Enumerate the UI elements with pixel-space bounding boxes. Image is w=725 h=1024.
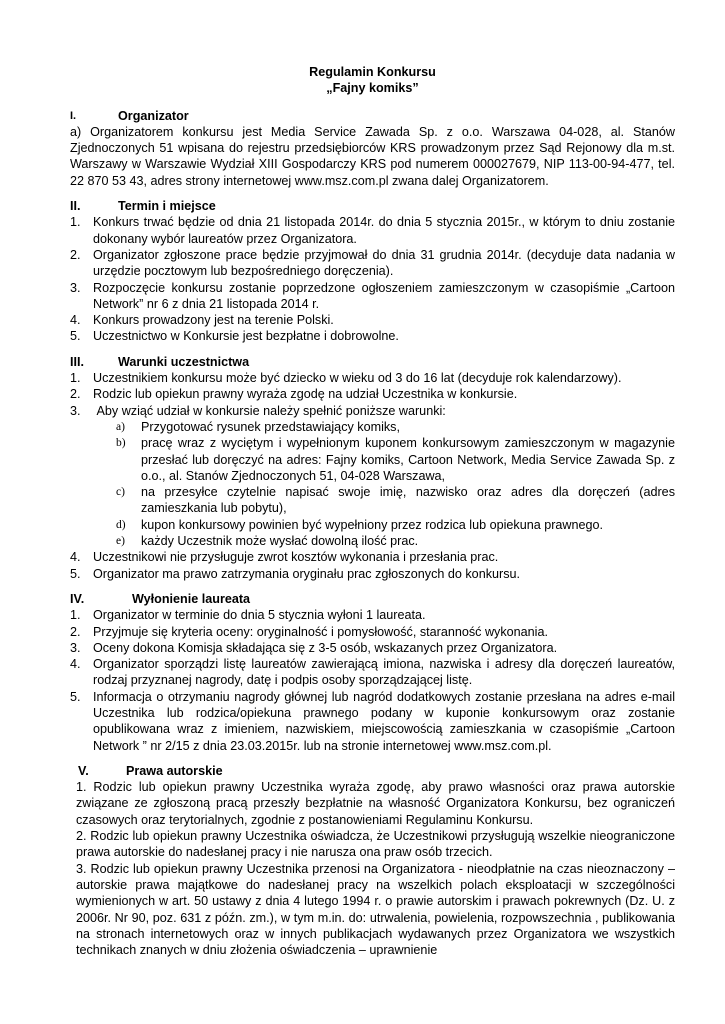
section-title: Wyłonienie laureata [132, 591, 251, 606]
sublist-letter: d) [116, 518, 126, 531]
section-title: Termin i miejsce [118, 199, 216, 214]
sublist-item [116, 533, 675, 549]
list-text: Oceny dokona Komisja składająca się z 3-5 osób, wskazanych przez Organizatora. [93, 640, 558, 655]
list-item [70, 328, 675, 344]
list-number: 2. [70, 247, 81, 262]
sublist-item [116, 517, 675, 533]
document-subtitle: „Fajny komiks” [326, 81, 419, 96]
list-number: 1. [70, 371, 81, 386]
section-heading-winner [70, 591, 675, 607]
sublist-text: Przygotować rysunek przedstawiający komiks, [141, 419, 400, 434]
term-list [70, 214, 675, 344]
sublist-item [116, 484, 675, 517]
list-text: Uczestnikowi nie przysługuje zwrot kosztów wykonania i przesłania prac. [93, 550, 499, 565]
list-number: 2. [70, 624, 81, 639]
copyright-paragraph: 1. Rodzic lub opiekun prawny Uczestnika wyraża zgodę, aby prawo własności oraz prawa autorskie związane ze zgłoszoną pracą przeszły bezpłatnie na własność Organizatora Konkursu, bez ograniczeń czasowych oraz terytorialnych, zgodnie z postanowieniami Regulaminu Konkursu. [76, 780, 675, 827]
list-text: Przyjmuje się kryteria oceny: oryginalność i pomysłowość, staranność wykonania. [93, 624, 548, 639]
list-text: Organizator ma prawo zatrzymania oryginału prac zgłoszonych do konkursu. [93, 566, 520, 581]
list-number: 4. [70, 313, 81, 328]
conditions-list [70, 370, 675, 582]
organizer-paragraph: a) Organizatorem konkursu jest Media Service Zawada Sp. z o.o. Warszawa 04-028, al. Stanów Zjednoczonych 51 wpisana do rejestru przedsiębiorców KRS prowadzonym przez Sąd Rejonowy dla m.st. Warszawy w Warszawie Wydział XIII Gospodarczy KRS pod numerem 000027679, NIP 113-00-94-477, tel. 22 870 53 43, adres strony internetowej www.msz.com.pl zwana dalej Organizatorem. [70, 124, 675, 188]
list-item [70, 312, 675, 328]
sublist-letter: b) [116, 437, 126, 450]
list-number: 4. [70, 550, 81, 565]
section-number: V. [78, 763, 89, 778]
list-text: Informacja o otrzymaniu nagrody głównej lub nagród dodatkowych zostanie przesłana na adres e-mail Uczestnika lub rodzica/opiekuna prawnego podany w kuponie konkursowym oraz zostanie opublikowana wraz z imieniem, nazwiskiem, miejscowością zamieszkania w czasopiśmie „Cartoon Network ” nr 2/15 z dnia 23.03.2015r. lub na stronie internetowej www.msz.com.pl. [93, 689, 675, 753]
sublist-text: pracę wraz z wyciętym i wypełnionym kuponem konkursowym zamieszczonym w magazynie przesłać lub doręczyć na adres: Fajny komiks, Cartoon Network, Media Service Zawada Sp. z o.o., al. Stanów Zjednoczonych 51, 04-028 Warszawa, [141, 436, 675, 483]
list-item [70, 689, 675, 754]
list-item [70, 386, 675, 402]
list-text: Konkurs prowadzony jest na terenie Polski. [93, 313, 334, 328]
list-text: Organizator zgłoszone prace będzie przyjmował do dnia 31 grudnia 2014r. (decyduje data nadania w urzędzie pocztowym lub bezpośredniego doręczenia). [93, 247, 675, 279]
document-title: Regulamin Konkursu [309, 65, 436, 79]
section-heading-term [70, 198, 675, 214]
list-item [70, 549, 675, 565]
sublist-text: każdy Uczestnik może wysłać dowolną ilość prac. [141, 534, 419, 549]
sublist-item [116, 435, 675, 484]
list-item [70, 370, 675, 386]
list-item [70, 607, 675, 623]
sublist-item [116, 419, 675, 435]
section-number: III. [70, 354, 84, 369]
list-number: 3. [70, 403, 81, 418]
list-item [70, 280, 675, 313]
section-number: IV. [70, 591, 85, 606]
list-number: 1. [70, 608, 81, 623]
list-number: 5. [70, 689, 81, 704]
list-text: Uczestnikiem konkursu może być dziecko w wieku od 3 do 16 lat (decyduje rok kalendarzowy). [93, 371, 622, 386]
list-number: 5. [70, 566, 81, 581]
section-number: I. [70, 109, 77, 122]
list-item [70, 656, 675, 689]
list-item [70, 624, 675, 640]
list-text: Konkurs trwać będzie od dnia 21 listopada 2014r. do dnia 5 stycznia 2015r., w którym to dniu zostanie dokonany wybór laureatów przez Organizatora. [93, 215, 675, 246]
list-number: 4. [70, 657, 81, 672]
list-item [70, 640, 675, 656]
list-text: Organizator w terminie do dnia 5 stycznia wyłoni 1 laureata. [93, 608, 426, 623]
list-number: 1. [70, 215, 81, 230]
section-heading-copyright [78, 763, 675, 779]
sublist-letter: a) [116, 420, 125, 433]
section-title: Prawa autorskie [126, 763, 223, 778]
section-title: Organizator [118, 108, 189, 123]
list-number: 3. [70, 280, 81, 295]
sublist-text: kupon konkursowy powinien być wypełniony przez rodzica lub opiekuna prawnego. [141, 517, 604, 532]
sublist-letter: e) [116, 535, 125, 548]
winner-list [70, 607, 675, 754]
list-text: Aby wziąć udział w konkursie należy spełnić poniższe warunki: [93, 403, 446, 418]
section-title: Warunki uczestnictwa [118, 354, 250, 369]
list-text: Rodzic lub opiekun prawny wyraża zgodę na udział Uczestnika w konkursie. [93, 387, 518, 402]
list-number: 3. [70, 640, 81, 655]
list-number: 2. [70, 387, 81, 402]
list-number: 5. [70, 329, 81, 344]
list-item [70, 247, 675, 280]
section-heading-organizer [70, 108, 675, 124]
sublist-letter: c) [116, 486, 125, 499]
copyright-paragraph: 3. Rodzic lub opiekun prawny Uczestnika przenosi na Organizatora - nieodpłatnie na czas nieoznaczony – autorskie prawa majątkowe do nadesłanej pracy na wszelkich polach eksploatacji w szczególności wymienionych w art. 50 ustawy z dnia 4 lutego 1994 r. o prawie autorskim i prawach pokrewnych (Dz. U. z 2006r. Nr 90, poz. 631 z późn. zm.), w tym m.in. do: utrwalenia, powielenia, rozpowszechnia , publikowania na stronach internetowych oraz w innych publikacjach wydawanych przez Organizatora we wszystkich technikach znanych w dniu złożenia oświadczenia – uprawnienie [76, 861, 675, 958]
section-number: II. [70, 199, 81, 214]
list-text: Uczestnictwo w Konkursie jest bezpłatne i dobrowolne. [93, 329, 399, 344]
conditions-sublist [116, 419, 675, 549]
list-item [70, 214, 675, 247]
copyright-paragraph: 2. Rodzic lub opiekun prawny Uczestnika oświadcza, że Uczestnikowi przysługują wszelkie nieograniczone prawa autorskie do nadesłanej pracy i nie narusza ona praw osób trzecich. [76, 829, 675, 860]
sublist-text: na przesyłce czytelnie napisać swoje imię, nazwisko oraz adres dla doręczeń (adres zamieszkania lub pobytu), [141, 485, 675, 516]
document-page [70, 64, 675, 958]
list-text: Rozpoczęcie konkursu zostanie poprzedzone ogłoszeniem zamieszczonym w czasopiśmie „Cartoon Network” nr 6 z dnia 21 listopada 2014 r. [93, 280, 675, 311]
list-item [70, 403, 675, 419]
section-heading-conditions [70, 354, 675, 370]
list-item [70, 566, 675, 582]
list-text: Organizator sporządzi listę laureatów zawierającą imiona, nazwiska i adresy dla doręczeń laureatów, rodzaj przyznanej nagrody, datę i podpis osoby sporządzającej listę. [93, 657, 675, 688]
